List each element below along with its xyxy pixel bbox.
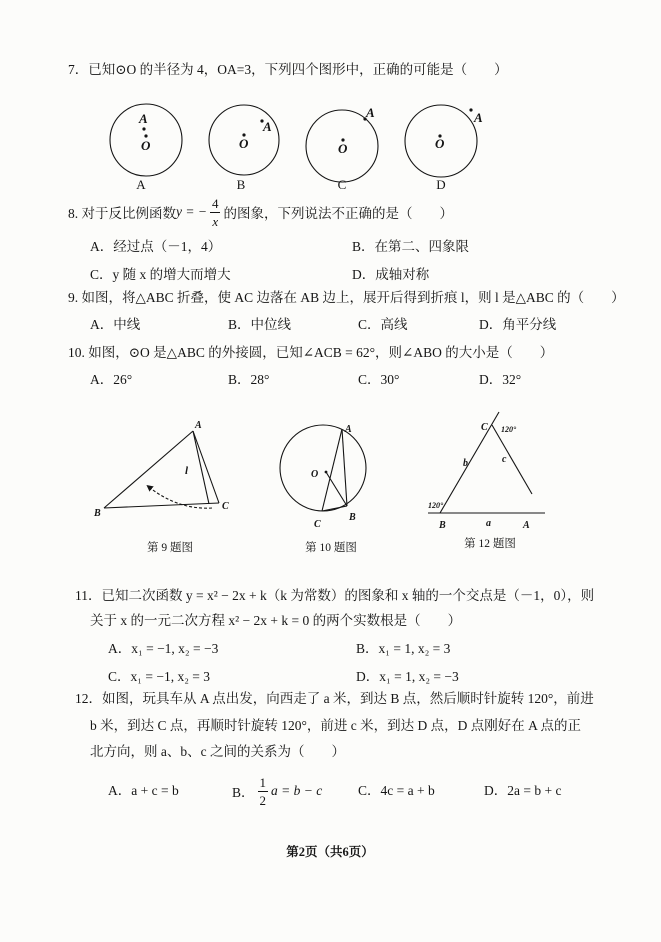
q8-option-d: D．成轴对称 bbox=[352, 267, 430, 282]
q7-figure-d-label: D bbox=[436, 177, 446, 192]
q12-option-b-rest: a = b − c bbox=[271, 783, 323, 798]
fig12-segment-bc bbox=[440, 412, 499, 513]
q12-option-b-prefix: B． bbox=[232, 785, 255, 800]
fig10 bbox=[280, 424, 366, 530]
q9-stem: 9. 如图，将△ABC 折叠，使 AC 边落在 AB 边上，展开后得到折痕 l，则 l 是△ABC 的（ ） bbox=[68, 290, 625, 305]
q12-option-d: D．2a = b + c bbox=[484, 783, 562, 798]
q8-fraction-numerator: 4 bbox=[211, 195, 219, 211]
fig12-caption: 第 12 题图 bbox=[464, 538, 516, 550]
q10-option-b: B．28° bbox=[228, 372, 270, 387]
q12-stem-line1: 12．如图，玩具车从 A 点出发，向西走了 a 米，到达 B 点，然后顺时针旋转 120°，前进 bbox=[75, 691, 594, 706]
q8-option-a: A．经过点（－1，4） bbox=[90, 239, 222, 254]
page-number: 第2页（共6页） bbox=[286, 845, 374, 859]
q11-option-b: B．x₁ = 1, x₂ = 3 bbox=[356, 641, 451, 656]
q7-stem: 7．已知⊙O 的半径为 4，OA=3，下列四个图形中，正确的可能是（ ） bbox=[68, 62, 508, 77]
fig9-caption: 第 9 题图 bbox=[147, 542, 193, 554]
fig10-chord-cb bbox=[322, 506, 347, 511]
q7-figure-c-point-o-label: O bbox=[338, 141, 348, 156]
fig10-label-c: C bbox=[314, 519, 321, 530]
q7-figure-b-label: B bbox=[236, 177, 246, 192]
q11-option-a: A．x₁ = −1, x₂ = −3 bbox=[108, 641, 219, 656]
fig9-side-bc bbox=[104, 503, 219, 508]
q12-option-a: A．a + c = b bbox=[108, 783, 179, 798]
fig12-segment-cd bbox=[492, 425, 532, 494]
q9-option-d: D．角平分线 bbox=[479, 317, 557, 332]
fig12-label-a: A bbox=[523, 520, 530, 531]
q7-figure-d-point-a bbox=[469, 108, 472, 111]
fig12-label-b: B bbox=[439, 520, 446, 531]
fig9-side-ab bbox=[104, 431, 193, 508]
q9-option-b: B．中位线 bbox=[228, 317, 292, 332]
fig10-label-o: O bbox=[311, 469, 319, 480]
q7-figure-b bbox=[209, 105, 279, 175]
q7-figure-a bbox=[110, 104, 182, 176]
q12-option-c: C．4c = a + b bbox=[358, 783, 435, 798]
q9-option-a: A．中线 bbox=[90, 317, 141, 332]
fig12-angle-c: 120° bbox=[501, 425, 517, 434]
q11-stem-line2: 关于 x 的一元二次方程 x² − 2x + k = 0 的两个实数根是（ ） bbox=[90, 613, 462, 628]
q8-stem-prefix: 8. 对于反比例函数 bbox=[68, 206, 176, 221]
q9-option-c: C．高线 bbox=[358, 317, 408, 332]
q8-option-c: C．y 随 x 的增大而增大 bbox=[90, 267, 231, 282]
q7-figure-c-label: C bbox=[337, 177, 347, 192]
q7-figure-a-label: A bbox=[136, 177, 146, 192]
q8-function-lhs: y = − bbox=[176, 204, 207, 219]
q10-option-a: A．26° bbox=[90, 372, 133, 387]
q7-figure-c bbox=[306, 105, 378, 182]
q11-option-c: C．x₁ = −1, x₂ = 3 bbox=[108, 669, 211, 684]
fig12-angle-b: 120° bbox=[428, 501, 444, 510]
q7-figure-a-point-a-label: A bbox=[139, 111, 148, 126]
q8-stem-suffix: 的图象，下列说法不正确的是（ ） bbox=[223, 206, 453, 221]
fig10-radius-ob bbox=[326, 472, 347, 506]
q7-figure-d-point-a-label: A bbox=[474, 110, 483, 125]
q10-stem: 10. 如图，⊙O 是△ABC 的外接圆，已知∠ACB = 62°，则∠ABO 的大小是（ ） bbox=[68, 345, 554, 360]
fig10-chord-ab bbox=[342, 429, 347, 506]
fig10-caption: 第 10 题图 bbox=[305, 542, 357, 554]
q7-figure-b-point-a-label: A bbox=[263, 119, 272, 134]
fig12-label-c: C bbox=[481, 422, 488, 433]
q12-option-b-denominator: 2 bbox=[259, 792, 267, 808]
q11-option-d: D．x₁ = 1, x₂ = −3 bbox=[356, 669, 459, 684]
q8-option-b: B．在第二、四象限 bbox=[352, 239, 470, 254]
q7-figure-c-point-a-label: A bbox=[366, 105, 375, 120]
fig10-circle bbox=[280, 425, 366, 511]
q11-stem-line1: 11．已知二次函数 y = x² − 2x + k（k 为常数）的图象和 x 轴的一个交点是（－1，0），则 bbox=[75, 588, 595, 603]
q8-fraction-denominator: x bbox=[212, 213, 219, 229]
q10-option-d: D．32° bbox=[479, 372, 522, 387]
q7-figure-b-point-o-label: O bbox=[239, 136, 249, 151]
q7-figure-d-point-o-label: O bbox=[435, 136, 445, 151]
fig10-center-o bbox=[325, 471, 328, 474]
fig12-label-a-side: a bbox=[486, 518, 491, 529]
fig9-label-a: A bbox=[195, 420, 202, 431]
q12-option-b-numerator: 1 bbox=[259, 774, 267, 790]
fig12-label-b-side: b bbox=[463, 458, 468, 469]
q10-option-c: C．30° bbox=[358, 372, 400, 387]
fig9-label-c: C bbox=[222, 501, 229, 512]
q12-stem-line2: b 米，到达 C 点，再顺时针旋转 120°，前进 c 米，到达 D 点，D 点刚好在 A 点的正 bbox=[90, 718, 582, 733]
fig12 bbox=[428, 412, 545, 531]
fig9-label-l: l bbox=[185, 465, 189, 477]
fig9 bbox=[93, 420, 229, 519]
fig10-label-b: B bbox=[349, 512, 356, 523]
q7-figure-a-point-a bbox=[142, 127, 145, 130]
fig10-chord-ac bbox=[322, 429, 342, 511]
q7-figure-a-point-o-label: O bbox=[141, 138, 151, 153]
q7-figure-d bbox=[405, 105, 483, 177]
fig10-label-a: A bbox=[345, 424, 352, 435]
q12-stem-line3: 北方向，则 a、b、c 之间的关系为（ ） bbox=[90, 744, 345, 759]
fig12-label-c-side: c bbox=[502, 454, 507, 465]
fig9-label-b: B bbox=[94, 508, 101, 519]
